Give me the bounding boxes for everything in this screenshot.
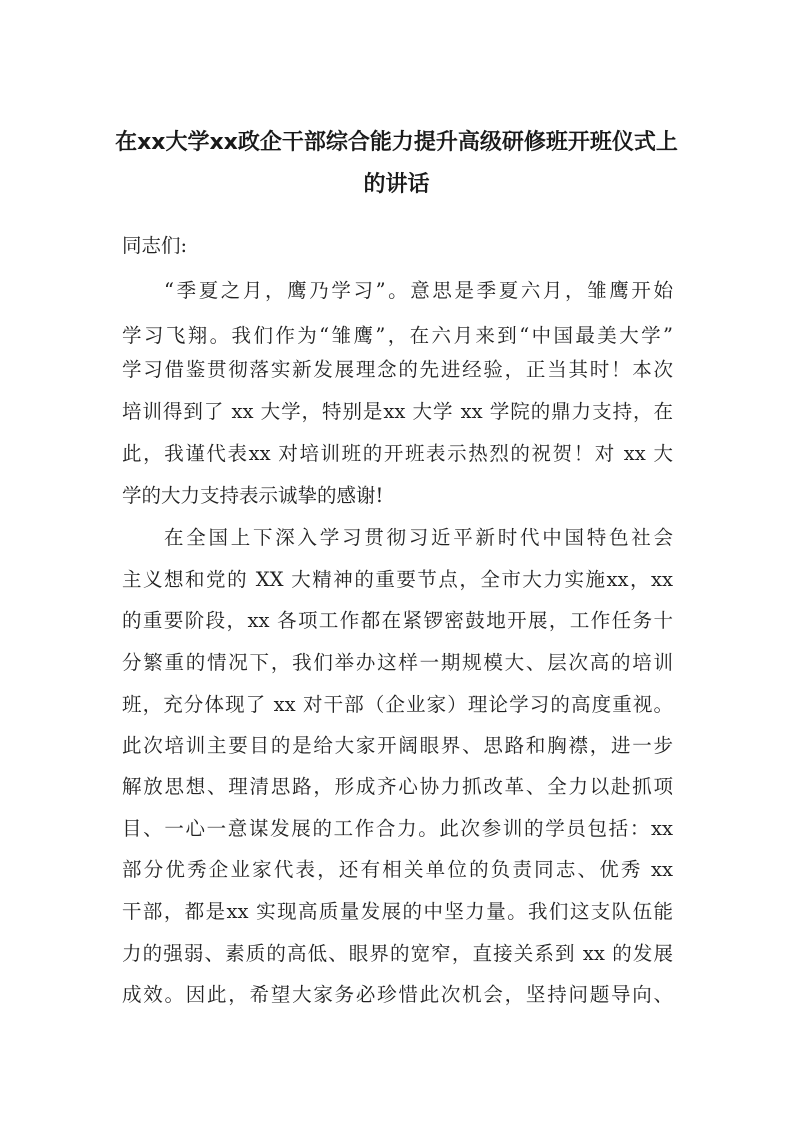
paragraph-2-line-12: 成效。因此，希望大家务必珍惜此次机会，坚持问题导向、 [122, 983, 673, 1006]
paragraph-1-line-3: 学习借鉴贯彻落实新发展理念的先进经验，正当其时！本次 [122, 358, 673, 381]
paragraph-2-line-10: 干部，都是xx 实现高质量发展的中坚力量。我们这支队伍能 [122, 900, 673, 923]
paragraph-2-line-7: 解放思想、理清思路，形成齐心协力抓改革、全力以赴抓项 [122, 775, 673, 798]
paragraph-2-line-1: 在全国上下深入学习贯彻习近平新时代中国特色社会 [164, 526, 673, 549]
paragraph-2-line-4: 分繁重的情况下，我们举办这样一期规模大、层次高的培训 [122, 651, 673, 674]
paragraph-2-line-9: 部分优秀企业家代表，还有相关单位的负责同志、优秀 xx [122, 858, 673, 881]
paragraph-1-line-6: 学的大力支持表示诚挚的感谢! [122, 484, 384, 507]
paragraph-2-line-11: 力的强弱、素质的高低、眼界的宽窄，直接关系到 xx 的发展 [122, 942, 673, 965]
paragraph-1-line-2: 学习飞翔。我们作为“雏鹰”，在六月来到“中国最美大学” [122, 324, 673, 347]
paragraph-2-line-2: 主义想和党的 XX 大精神的重要节点，全市大力实施xx，xx [122, 568, 673, 591]
paragraph-1-line-4: 培训得到了 xx 大学，特别是xx 大学 xx 学院的鼎力支持，在 [122, 400, 673, 423]
salutation: 同志们: [122, 234, 188, 257]
paragraph-2-line-8: 目、一心一意谋发展的工作合力。此次参训的学员包括：xx [122, 817, 673, 840]
paragraph-1-line-5: 此，我谨代表xx 对培训班的开班表示热烈的祝贺！对 xx 大 [122, 442, 673, 465]
paragraph-2-line-5: 班，充分体现了 xx 对干部（企业家）理论学习的高度重视。 [122, 693, 673, 716]
paragraph-2-line-6: 此次培训主要目的是给大家开阔眼界、思路和胸襟，进一步 [122, 734, 673, 757]
document-title-line-1: 在xx大学xx政企干部综合能力提升高级研修班开班仪式上 [115, 130, 678, 155]
paragraph-1-line-1: “季夏之月，鹰乃学习”。意思是季夏六月，雏鹰开始 [164, 279, 673, 302]
paragraph-2-line-3: 的重要阶段，xx 各项工作都在紧锣密鼓地开展，工作任务十 [122, 609, 673, 632]
document-title-line-2: 的讲话 [363, 172, 430, 197]
